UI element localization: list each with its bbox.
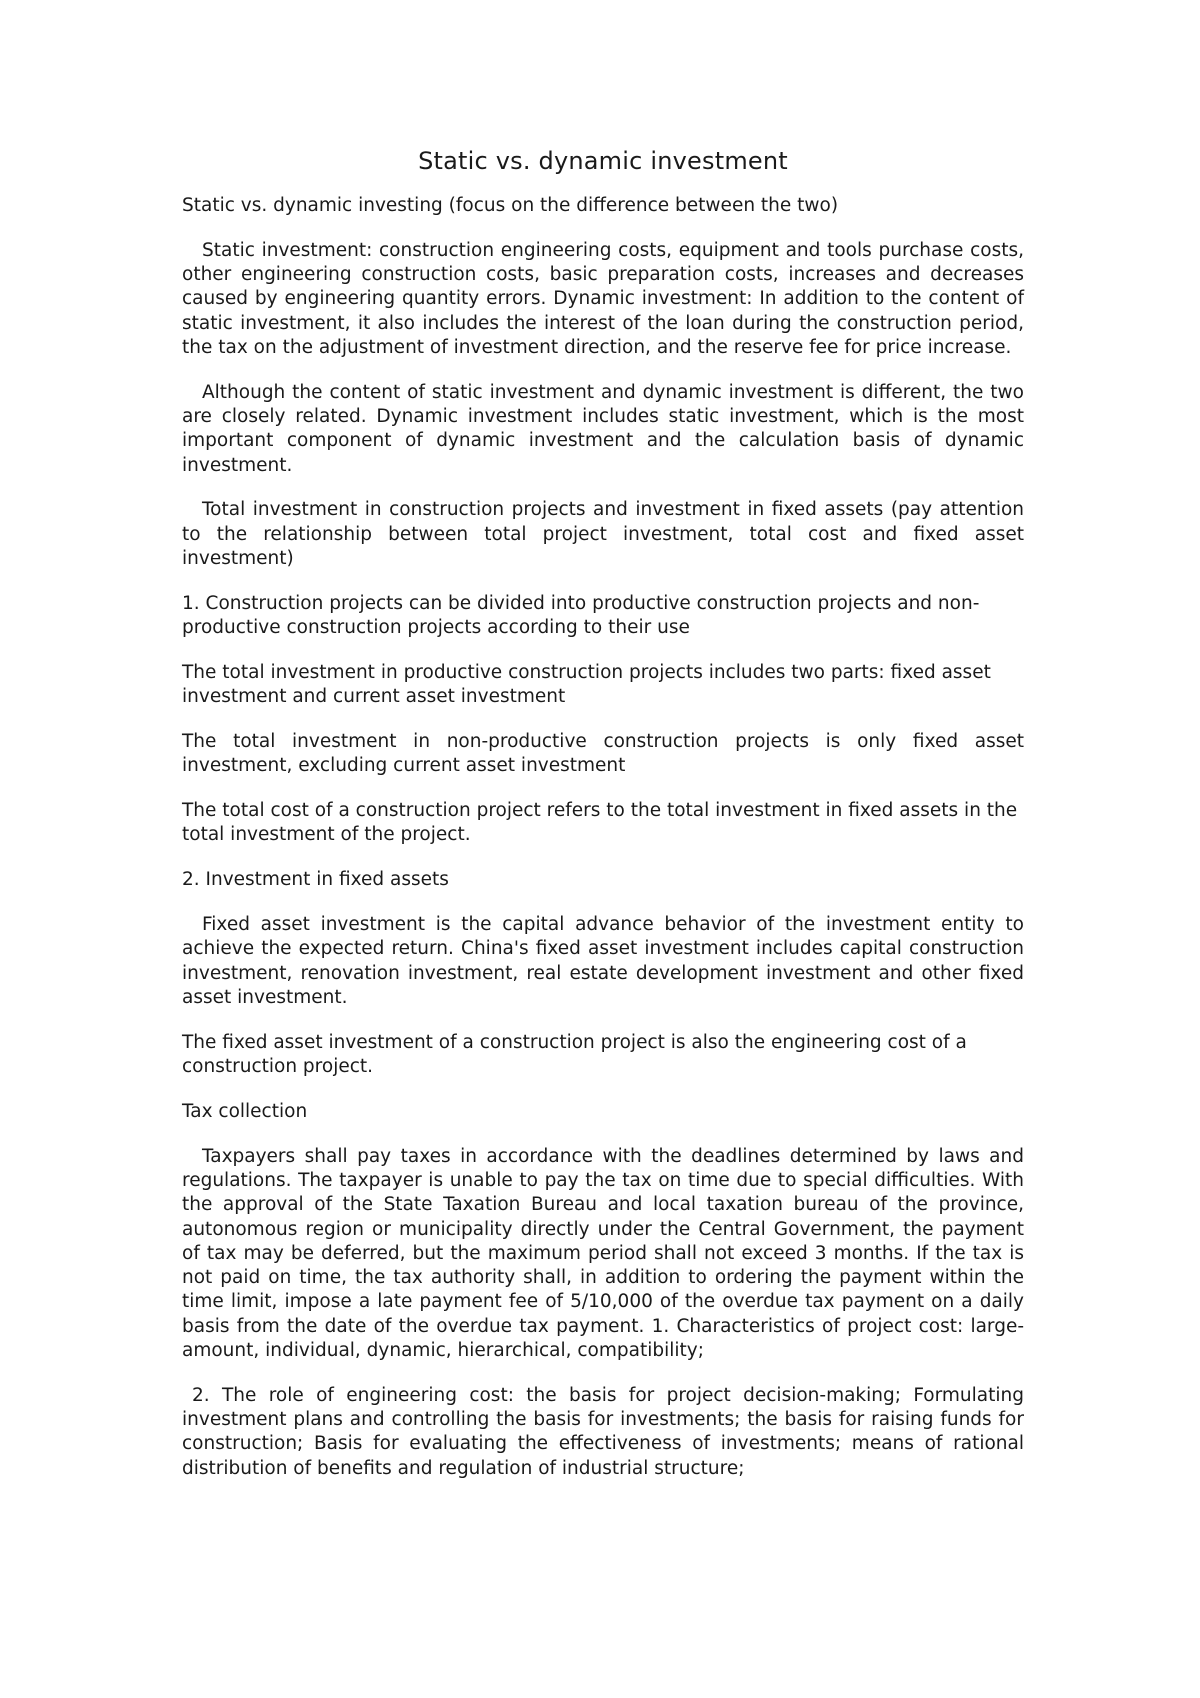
document-body <box>182 144 1024 1501</box>
paragraph-total-cost: The total cost of a construction project refers to the total investment in fixed assets in the total investment of the project. <box>182 800 1018 846</box>
paragraph-construction-projects: 1. Construction projects can be divided into productive construction projects and non-productive construction projects according to their use <box>182 592 980 639</box>
section-heading-fixed-assets: 2. Investment in fixed assets <box>182 869 449 891</box>
document-title: Static vs. dynamic investment <box>418 147 788 175</box>
paragraph-role-of-cost: 2. The role of engineering cost: the basis for project decision-making; Formulating investment plans and controlling the basis for investments; the basis for raising funds for construction; Basis for evaluating the effectiveness of investments; means of rational distribution of benefits and regulation of industrial structure; <box>182 1384 1024 1479</box>
paragraph-total-investment: Total investment in construction projects and investment in fixed assets (pay attention to the relationship between total project investment, total cost and fixed asset investment) <box>182 499 1024 570</box>
paragraph-relationship: Although the content of static investment and dynamic investment is different, the two are closely related. Dynamic investment includes static investment, which is the most important component of dynamic investment and the calculation basis of dynamic investment. <box>182 381 1024 476</box>
paragraph-static-investment: Static investment: construction engineering costs, equipment and tools purchase costs, other engineering construction costs, basic preparation costs, increases and decreases caused by engineering quantity errors. Dynamic investment: In addition to the content of static investment, it also includes the interest of the loan during the construction period, the tax on the adjustment of investment direction, and the reserve fee for price increase. <box>182 239 1024 358</box>
paragraph-non-productive-projects: The total investment in non-productive construction projects is only fixed asset investment, excluding current asset investment <box>182 731 1024 777</box>
paragraph-taxpayers: Taxpayers shall pay taxes in accordance with the deadlines determined by laws and regulations. The taxpayer is unable to pay the tax on time due to special difficulties. With the approval of the State Taxation Bureau and local taxation bureau of the province, autonomous region or municipality directly under the Central Government, the payment of tax may be deferred, but the maximum period shall not exceed 3 months. If the tax is not paid on time, the tax authority shall, in addition to ordering the payment within the time limit, impose a late payment fee of 5/10,000 of the overdue tax payment on a daily basis from the date of the overdue tax payment. 1. Characteristics of project cost: large-amount, individual, dynamic, hierarchical, compatibility; <box>182 1145 1024 1361</box>
paragraph-productive-projects: The total investment in productive construction projects includes two parts: fixed asset investment and current asset investment <box>182 661 991 708</box>
section-heading-tax-collection: Tax collection <box>182 1100 308 1122</box>
paragraph-engineering-cost: The fixed asset investment of a construction project is also the engineering cost of a construction project. <box>182 1031 967 1078</box>
paragraph-fixed-asset-investment: Fixed asset investment is the capital advance behavior of the investment entity to achieve the expected return. China's fixed asset investment includes capital construction investment, renovation investment, real estate development investment and other fixed asset investment. <box>182 914 1024 1008</box>
paragraph-subtitle: Static vs. dynamic investing (focus on the difference between the two) <box>182 195 839 216</box>
